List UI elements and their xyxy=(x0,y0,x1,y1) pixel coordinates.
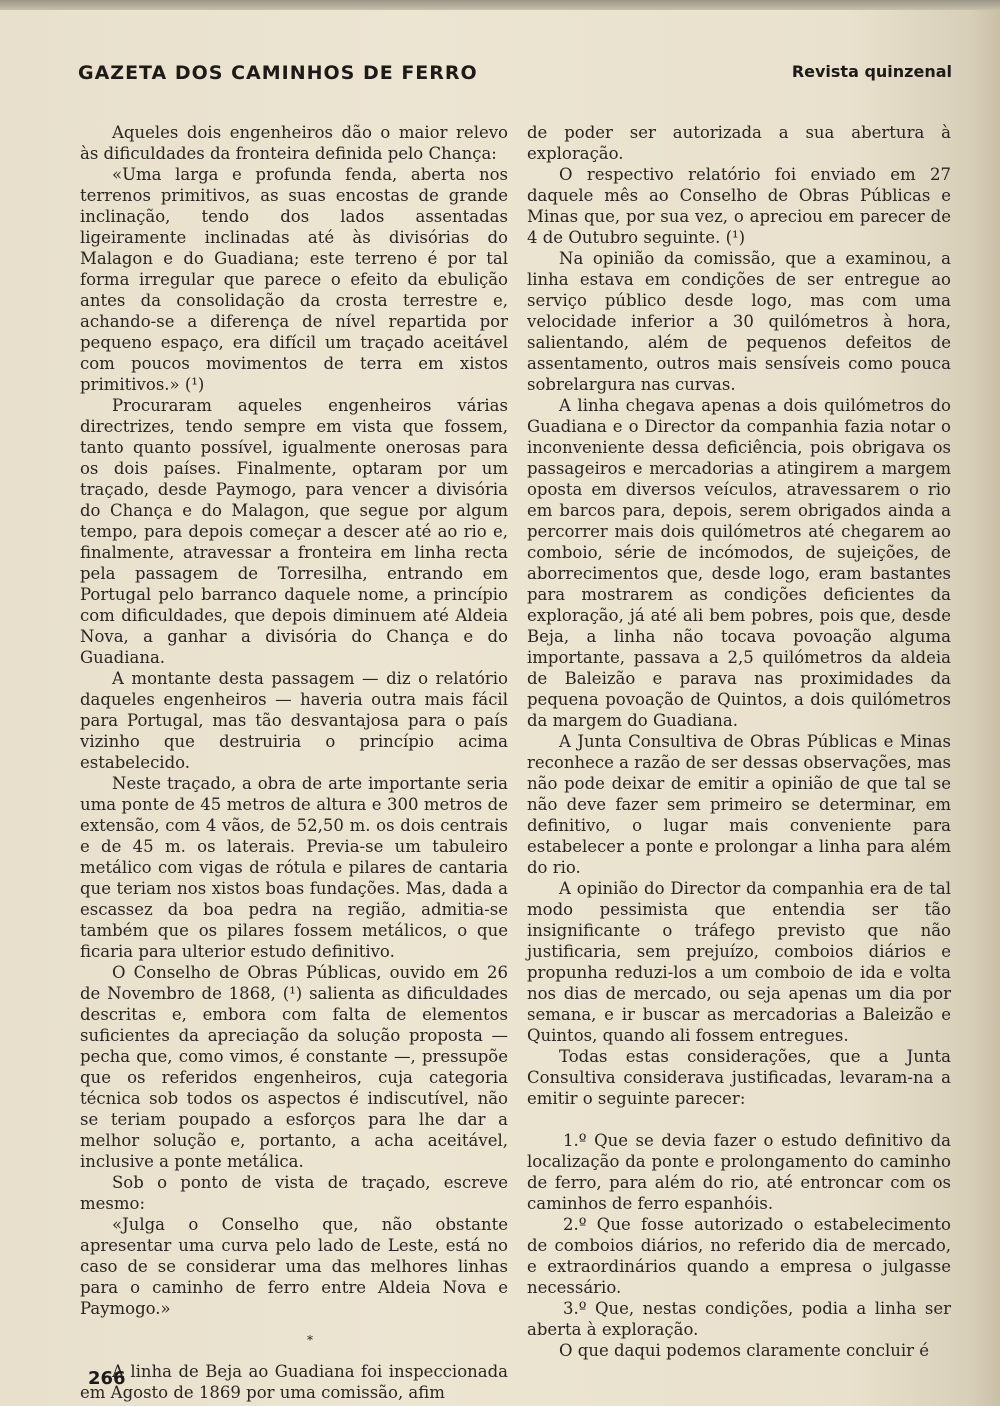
paragraph: A Junta Consultiva de Obras Públicas e Minas reconhece a razão de ser dessas observações, mas não pode deixar de emitir a opinião de que tal se não deve fazer sem primeiro se determinar, em definitivo, o lugar mais conveniente para estabelecer a ponte e prolongar a linha para além do rio. xyxy=(527,732,951,877)
paragraph: A opinião do Director da companhia era de tal modo pessimista que entendia ser tão insignificante o tráfego previsto que não justificaria, sem prejuízo, comboios diários e propunha reduzi-los a um comboio de ida e volta nos dias de mercado, ou seja apenas um dia por semana, e ir buscar as mercadorias a Baleizão e Quintos, quando ali fossem entregues. xyxy=(527,879,951,1045)
paragraph: Sob o ponto de vista de traçado, escreve mesmo: xyxy=(80,1173,508,1213)
paragraph: O Conselho de Obras Públicas, ouvido em 26 de Novembro de 1868, (¹) salienta as dificuldades descritas e, embora com falta de elementos suficientes da apreciação da solução proposta — pecha que, como vimos, é constante —, pressupõe que os referidos engenheiros, cuja categoria técnica sob todos os aspectos é indiscutível, não se teriam poupado a esforços para lhe dar a melhor solução e, portanto, a acha aceitável, inclusive a ponte metálica. xyxy=(80,963,508,1171)
left-column xyxy=(80,122,508,1403)
paragraph: Aqueles dois engenheiros dão o maior relevo às dificuldades da fronteira definida pelo Chança: xyxy=(80,123,508,163)
quotation-paragraph: «Julga o Conselho que, não obstante apresentar uma curva pelo lado de Leste, está no caso de se considerar uma das melhores linhas para o caminho de ferro entre Aldeia Nova e Paymogo.» xyxy=(80,1215,508,1318)
right-column xyxy=(527,122,951,1361)
paragraph: Neste traçado, a obra de arte importante seria uma ponte de 45 metros de altura e 300 metros de extensão, com 4 vãos, de 52,50 m. os dois centrais e de 45 m. os laterais. Previa-se um tabuleiro metálico com vigas de rótula e pilares de cantaria que teriam nos xistos boas fundações. Mas, dada a escassez da boa pedra na região, admitia-se também que os pilares fossem metálicos, o que ficaria para ulterior estudo definitivo. xyxy=(80,774,508,961)
section-separator: * xyxy=(307,1333,313,1347)
journal-title: GAZETA DOS CAMINHOS DE FERRO xyxy=(78,62,478,84)
page-number: 266 xyxy=(88,1368,126,1389)
page-header xyxy=(78,62,952,90)
list-item: 2.º Que fosse autorizado o estabelecimento de comboios diários, no referido dia de mercado, e extraordinários quando a empresa o julgasse necessário. xyxy=(527,1215,951,1297)
paragraph: Na opinião da comissão, que a examinou, a linha estava em condições de ser entregue ao serviço público desde logo, mas com uma velocidade inferior a 30 quilómetros à hora, salientando, além de pequenos defeitos de assentamento, outros mais sensíveis como pouca sobrelargura nas curvas. xyxy=(527,249,951,394)
list-item: 3.º Que, nestas condições, podia a linha ser aberta à exploração. xyxy=(527,1299,951,1339)
paragraph: A montante desta passagem — diz o relatório daqueles engenheiros — haveria outra mais fácil para Portugal, mas tão desvantajosa para o país vizinho que destruiria o princípio acima estabelecido. xyxy=(80,669,508,772)
paragraph: O que daqui podemos claramente concluir é xyxy=(559,1341,930,1360)
quotation-paragraph: «Uma larga e profunda fenda, aberta nos terrenos primitivos, as suas encostas de grande inclinação, tendo dos lados assentadas ligeiramente inclinadas até às divisórias do Malagon e do Guadiana; este terreno é por tal forma irregular que parece o efeito da ebulição antes da consolidação da crosta terrestre e, achando-se a diferença de nível repartida por pequeno espaço, era difícil um traçado aceitável com poucos movimentos de terra em xistos primitivos.» (¹) xyxy=(80,165,508,394)
list-item: 1.º Que se devia fazer o estudo definitivo da localização da ponte e prolongamento do caminho de ferro, para além do rio, até entroncar com os caminhos de ferro espanhóis. xyxy=(527,1131,951,1213)
paragraph: Procuraram aqueles engenheiros várias directrizes, tendo sempre em vista que fossem, tanto quanto possível, igualmente onerosas para os dois países. Finalmente, optaram por um traçado, desde Paymogo, para vencer a divisória do Chança e do Malagon, que segue por algum tempo, para depois começar a descer até ao rio e, finalmente, atravessar a fronteira em linha recta pela passagem de Torresilha, entrando em Portugal pelo barranco daquele nome, a princípio com dificuldades, que depois diminuem até Aldeia Nova, a ganhar a divisória do Chança e do Guadiana. xyxy=(80,396,508,667)
paragraph: O respectivo relatório foi enviado em 27 daquele mês ao Conselho de Obras Públicas e Minas que, por sua vez, o apreciou em parecer de 4 de Outubro seguinte. (¹) xyxy=(527,165,951,247)
paragraph: A linha chegava apenas a dois quilómetros do Guadiana e o Director da companhia fazia notar o inconveniente dessa deficiência, pois obrigava os passageiros e mercadorias a atingirem a margem oposta em diversos veículos, atravessarem o rio em barcos para, depois, serem obrigados ainda a percorrer mais dois quilómetros até chegarem ao comboio, série de incómodos, de sujeições, de aborrecimentos que, desde logo, eram bastantes para mostrarem as condições deficientes da exploração, já até ali bem pobres, pois que, desde Beja, a linha não tocava povoação alguma importante, passava a 2,5 quilómetros da aldeia de Baleizão e parava nas proximidades da pequena povoação de Quintos, a dois quilómetros da margem do Guadiana. xyxy=(527,396,951,730)
paragraph: Todas estas considerações, que a Junta Consultiva considerava justificadas, levaram-na a emitir o seguinte parecer: xyxy=(527,1047,951,1108)
paragraph-continuation: de poder ser autorizada a sua abertura à exploração. xyxy=(527,123,951,163)
journal-subtitle: Revista quinzenal xyxy=(791,62,952,81)
paragraph: A linha de Beja ao Guadiana foi inspeccionada em Agosto de 1869 por uma comissão, afim xyxy=(80,1362,508,1402)
